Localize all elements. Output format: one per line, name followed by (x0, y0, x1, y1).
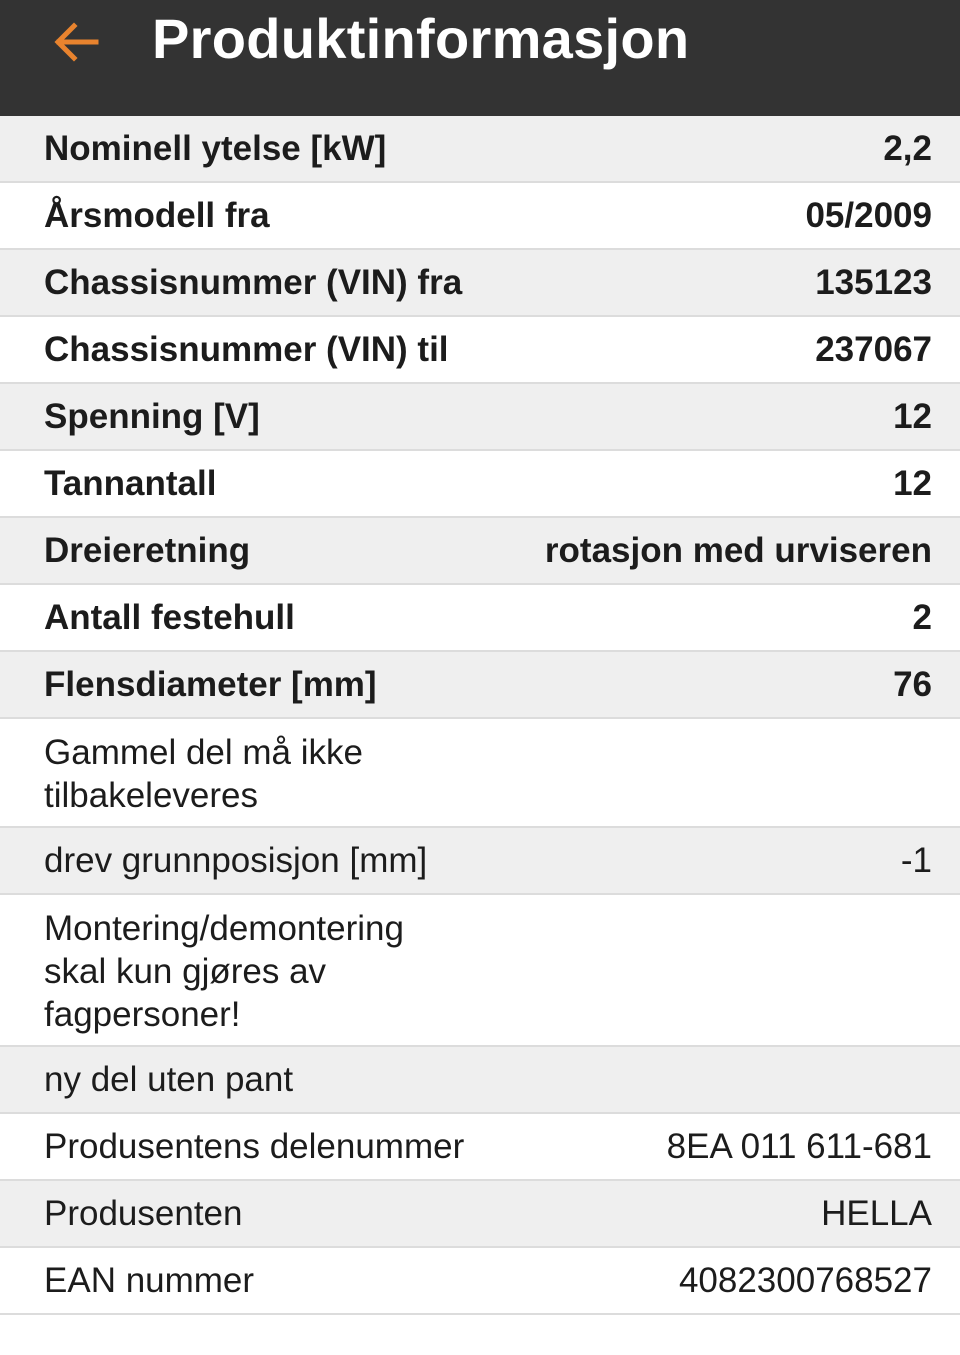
row-label: Nominell ytelse [kW] (44, 129, 387, 168)
row-value: 76 (893, 665, 932, 704)
row-value: 237067 (815, 330, 932, 369)
row-label: Produsentens delenummer (44, 1127, 465, 1166)
list-item (0, 317, 960, 384)
row-value: -1 (900, 841, 932, 880)
row-value: 2,2 (883, 129, 932, 168)
row-label: Chassisnummer (VIN) til (44, 330, 449, 369)
row-value: 12 (893, 464, 932, 503)
row-value: 2 (912, 598, 932, 637)
list-item (0, 384, 960, 451)
app-bar (0, 0, 960, 116)
row-label: ny del uten pant (44, 1060, 294, 1099)
row-label: Tannantall (44, 464, 217, 503)
list-item (0, 719, 960, 828)
back-button[interactable] (40, 8, 112, 76)
row-label: Chassisnummer (VIN) fra (44, 263, 463, 302)
row-label: EAN nummer (44, 1261, 255, 1300)
arrow-left-icon (52, 20, 100, 64)
row-label: Spenning [V] (44, 397, 260, 436)
list-item (0, 585, 960, 652)
row-value: rotasjon med urviseren (544, 531, 932, 570)
row-label: Montering/demontering skal kun gjøres av fagpersoner! (44, 909, 404, 1034)
list-item (0, 116, 960, 183)
list-item (0, 1181, 960, 1248)
row-label: Antall festehull (44, 598, 295, 637)
list-item (0, 451, 960, 518)
row-value: 4082300768527 (678, 1261, 932, 1300)
list-item (0, 828, 960, 895)
row-label: Produsenten (44, 1194, 243, 1233)
list-item (0, 250, 960, 317)
list-item (0, 652, 960, 719)
row-label: Gammel del må ikke tilbakeleveres (44, 733, 363, 815)
list-item (0, 895, 960, 1047)
product-info-list (0, 116, 960, 1315)
row-value: HELLA (821, 1194, 932, 1233)
list-item (0, 1047, 960, 1114)
list-item (0, 1114, 960, 1181)
row-value: 12 (893, 397, 932, 436)
row-value: 8EA 011 611-681 (666, 1127, 932, 1166)
row-label: Årsmodell fra (44, 196, 270, 235)
list-item (0, 1248, 960, 1315)
row-label: Dreieretning (44, 531, 251, 570)
row-value: 05/2009 (805, 196, 932, 235)
list-item (0, 183, 960, 250)
page-title: Produktinformasjon (152, 7, 690, 70)
list-item (0, 518, 960, 585)
row-label: Flensdiameter [mm] (44, 665, 377, 704)
row-label: drev grunnposisjon [mm] (44, 841, 428, 880)
row-value: 135123 (815, 263, 932, 302)
